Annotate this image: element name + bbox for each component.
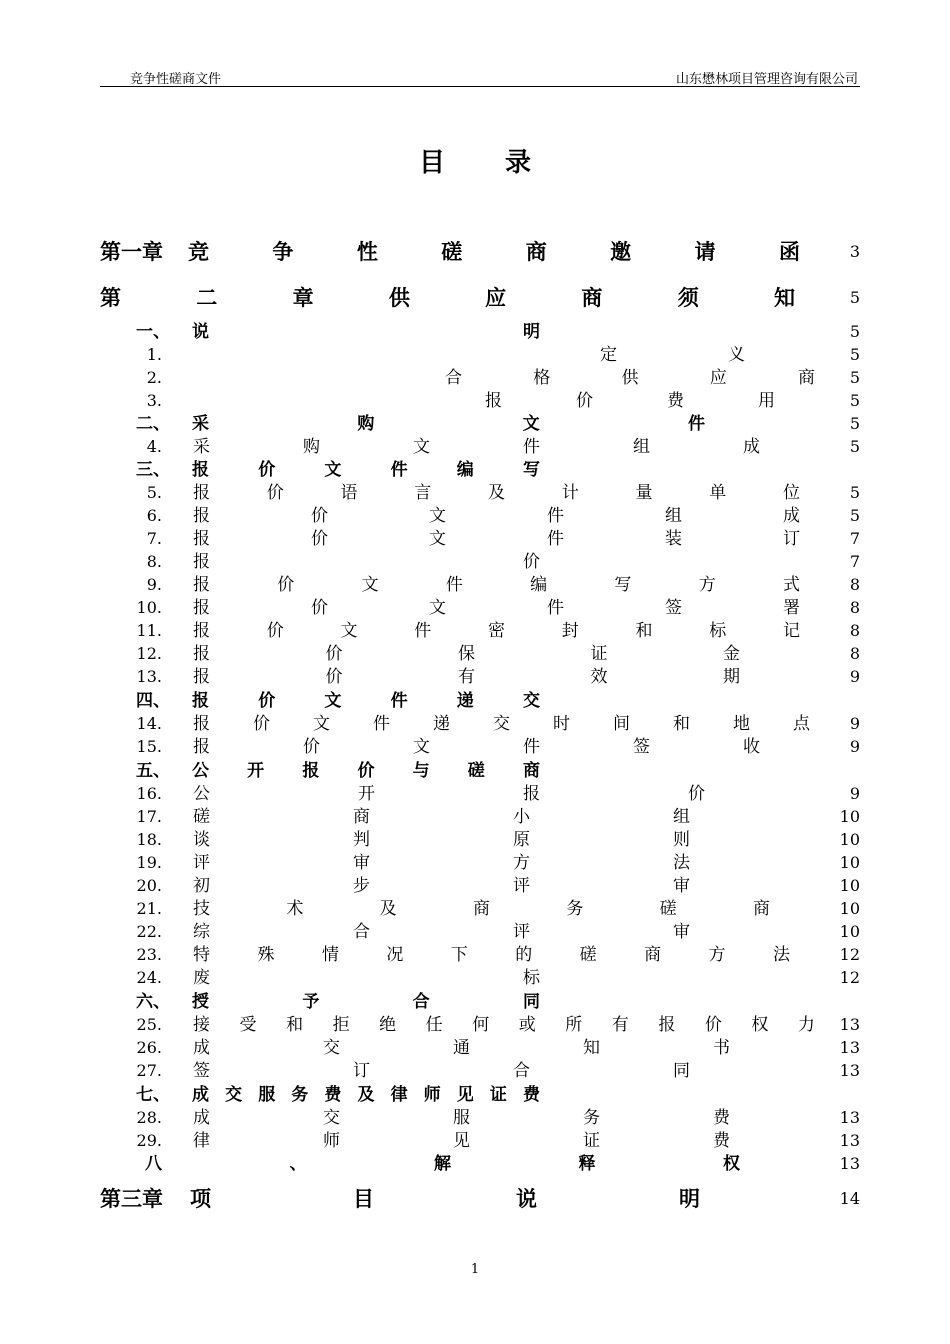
toc-entry-number: 11.	[136, 621, 162, 640]
toc-entry[interactable]	[0, 528, 950, 550]
toc-entry-page-number: 14	[839, 1189, 860, 1208]
toc-entry-page-number: 5	[849, 368, 860, 387]
toc-entry-title: 项 目 说 明	[190, 1187, 700, 1211]
toc-entry[interactable]	[0, 344, 950, 366]
toc-entry-page-number: 10	[839, 922, 860, 941]
toc-entry-title: 报 价 费 用	[485, 391, 775, 411]
toc-entry[interactable]	[0, 436, 950, 458]
toc-entry-title: 技 术 及 商 务 磋 商	[193, 899, 770, 919]
toc-entry-page-number: 10	[839, 876, 860, 895]
toc-entry-number: 4.	[146, 437, 162, 456]
toc-entry[interactable]	[0, 390, 950, 412]
toc-entry-page-number: 7	[849, 552, 860, 571]
toc-entry-page-number: 10	[839, 830, 860, 849]
toc-entry[interactable]	[0, 505, 950, 527]
toc-entry-title: 成 交 服 务 费	[193, 1108, 730, 1128]
toc-entry[interactable]	[0, 413, 950, 435]
toc-entry[interactable]	[0, 1130, 950, 1152]
header-document-title: 竞争性磋商文件	[130, 72, 222, 87]
toc-entry-page-number: 13	[839, 1015, 860, 1034]
toc-entry[interactable]	[0, 574, 950, 596]
toc-entry-page-number: 8	[849, 621, 860, 640]
toc-entry-page-number: 8	[849, 644, 860, 663]
toc-entry-number: 一、	[136, 322, 170, 342]
toc-entry-title: 评 审 方 法	[193, 853, 690, 873]
toc-entry-page-number: 9	[849, 667, 860, 686]
toc-entry[interactable]	[0, 967, 950, 989]
toc-entry-title: 竞 争 性 磋 商 邀 请 函	[188, 240, 800, 264]
toc-entry-number: 19.	[136, 853, 162, 872]
toc-entry-page-number: 9	[849, 737, 860, 756]
toc-entry-number: 15.	[136, 737, 162, 756]
toc-entry-page-number: 13	[839, 1108, 860, 1127]
toc-entry-page-number: 5	[849, 322, 860, 341]
toc-entry[interactable]	[0, 1188, 950, 1210]
toc-entry[interactable]	[0, 829, 950, 851]
toc-entry-page-number: 5	[849, 437, 860, 456]
toc-entry-page-number: 13	[839, 1061, 860, 1080]
toc-entry[interactable]	[0, 736, 950, 758]
toc-entry-number: 13.	[136, 667, 162, 686]
toc-entry-title: 报 价 文 件 递 交 时 间 和 地 点	[193, 714, 810, 734]
toc-entry-number: 七、	[136, 1085, 170, 1105]
toc-entry-title: 八 、 解 释 权	[145, 1154, 740, 1174]
toc-entry-number: 第一章	[100, 240, 163, 264]
toc-entry-page-number: 8	[849, 575, 860, 594]
toc-entry-number: 3.	[146, 391, 162, 410]
toc-entry[interactable]	[0, 1014, 950, 1036]
toc-entry-title: 废 标	[193, 968, 540, 988]
toc-entry-number: 18.	[136, 830, 162, 849]
toc-entry-title: 报 价 语 言 及 计 量 单 位	[193, 483, 800, 503]
toc-entry-page-number: 8	[849, 598, 860, 617]
toc-entry-number: 22.	[136, 922, 162, 941]
toc-entry-number: 12.	[136, 644, 162, 663]
toc-entry-title: 律 师 见 证 费	[193, 1131, 730, 1151]
toc-entry-number: 28.	[136, 1108, 162, 1127]
toc-entry[interactable]	[0, 852, 950, 874]
toc-entry[interactable]	[0, 760, 950, 782]
toc-entry-number: 29.	[136, 1131, 162, 1150]
toc-entry-title: 公 开 报 价 与 磋 商	[192, 761, 540, 781]
toc-entry-title: 报 价	[193, 552, 540, 572]
toc-entry-page-number: 9	[849, 714, 860, 733]
toc-entry-title: 特 殊 情 况 下 的 磋 商 方 法	[193, 945, 790, 965]
toc-entry[interactable]	[0, 241, 950, 263]
toc-entry-number: 6.	[146, 506, 162, 525]
toc-entry-title: 成 交 服 务 费 及 律 师 见 证 费	[192, 1085, 540, 1105]
toc-entry-title: 接 受 和 拒 绝 任 何 或 所 有 报 价 权 力	[193, 1015, 815, 1035]
toc-entry[interactable]	[0, 944, 950, 966]
toc-entry-number: 25.	[136, 1015, 162, 1034]
toc-entry-title: 报 价 文 件 编 写 方 式	[193, 575, 800, 595]
toc-entry[interactable]	[0, 1084, 950, 1106]
toc-entry[interactable]	[0, 1060, 950, 1082]
toc-entry-title: 初 步 评 审	[193, 876, 690, 896]
toc-entry[interactable]	[0, 597, 950, 619]
toc-entry-title: 报 价 文 件 递 交	[192, 691, 540, 711]
toc-entry[interactable]	[0, 287, 950, 309]
toc-entry-number: 二、	[136, 414, 170, 434]
toc-entry-page-number: 10	[839, 807, 860, 826]
toc-entry-title: 采 购 文 件 组 成	[193, 437, 760, 457]
toc-entry-title: 定 义	[600, 345, 745, 365]
toc-entry[interactable]	[0, 806, 950, 828]
toc-entry-number: 四、	[136, 691, 170, 711]
toc-entry-page-number: 13	[839, 1038, 860, 1057]
toc-entry[interactable]	[0, 991, 950, 1013]
toc-entry-page-number: 5	[849, 391, 860, 410]
toc-entry-title: 签 订 合 同	[193, 1061, 690, 1081]
toc-entry-number: 8.	[146, 552, 162, 571]
toc-entry[interactable]	[0, 1037, 950, 1059]
toc-entry-title: 授 予 合 同	[192, 992, 540, 1012]
toc-entry-page-number: 3	[849, 242, 860, 261]
toc-entry-number: 26.	[136, 1038, 162, 1057]
toc-entry-number: 23.	[136, 945, 162, 964]
toc-entry-number: 三、	[136, 460, 170, 480]
toc-entry[interactable]	[0, 690, 950, 712]
toc-entry-page-number: 9	[849, 784, 860, 803]
toc-entry-page-number: 5	[849, 506, 860, 525]
toc-entry-page-number: 7	[849, 529, 860, 548]
toc-entry-number: 第三章	[100, 1187, 163, 1211]
toc-entry-title: 谈 判 原 则	[193, 830, 690, 850]
toc-entry-number: 14.	[136, 714, 162, 733]
toc-entry-page-number: 10	[839, 899, 860, 918]
toc-entry-number: 17.	[136, 807, 162, 826]
toc-entry-number: 9.	[146, 575, 162, 594]
toc-entry-title: 成 交 通 知 书	[193, 1038, 730, 1058]
header-company-name: 山东懋林项目管理咨询有限公司	[675, 72, 858, 87]
toc-entry-title: 采 购 文 件	[192, 414, 705, 434]
toc-entry[interactable]	[0, 643, 950, 665]
toc-entry-title: 第 二 章 供 应 商 须 知	[100, 286, 795, 310]
toc-entry-title: 报 价 文 件 组 成	[193, 506, 800, 526]
toc-entry-page-number: 12	[839, 968, 860, 987]
toc-entry-number: 5.	[146, 483, 162, 502]
toc-entry-number: 10.	[136, 598, 162, 617]
toc-entry[interactable]	[0, 321, 950, 343]
toc-entry-number: 27.	[136, 1061, 162, 1080]
toc-entry-title: 报 价 文 件 签 署	[193, 598, 800, 618]
toc-entry[interactable]	[0, 367, 950, 389]
toc-entry-page-number: 5	[849, 414, 860, 433]
toc-entry-page-number: 5	[849, 345, 860, 364]
toc-entry-number: 五、	[136, 761, 170, 781]
toc-entry-number: 24.	[136, 968, 162, 987]
toc-entry-title: 公 开 报 价	[193, 784, 705, 804]
toc-entry-title: 说 明	[192, 322, 540, 342]
toc-entry-title: 报 价 保 证 金	[193, 644, 740, 664]
page-number: 1	[470, 1262, 480, 1277]
toc-entry[interactable]	[0, 459, 950, 481]
toc-entry-number: 2.	[146, 368, 162, 387]
toc-entry-title: 报 价 文 件 装 订	[193, 529, 800, 549]
toc-entry[interactable]	[0, 482, 950, 504]
toc-entry[interactable]	[0, 921, 950, 943]
toc-entry[interactable]	[0, 551, 950, 573]
toc-entry-number: 20.	[136, 876, 162, 895]
toc-entry[interactable]	[0, 1107, 950, 1129]
toc-entry-number: 16.	[136, 784, 162, 803]
toc-entry-number: 六、	[136, 992, 170, 1012]
toc-entry-number: 1.	[146, 345, 162, 364]
toc-entry-title: 报 价 文 件 编 写	[192, 460, 540, 480]
toc-entry-number: 21.	[136, 899, 162, 918]
toc-entry[interactable]	[0, 875, 950, 897]
toc-entry[interactable]	[0, 1153, 950, 1175]
toc-entry-page-number: 5	[849, 483, 860, 502]
toc-entry[interactable]	[0, 713, 950, 735]
toc-entry-page-number: 13	[839, 1154, 860, 1173]
toc-entry[interactable]	[0, 620, 950, 642]
toc-entry-title: 综 合 评 审	[193, 922, 690, 942]
toc-entry-number: 7.	[146, 529, 162, 548]
page-header	[100, 66, 860, 87]
toc-entry-page-number: 10	[839, 853, 860, 872]
toc-entry-title: 磋 商 小 组	[193, 807, 690, 827]
toc-entry-title: 报 价 有 效 期	[193, 667, 740, 687]
toc-entry-page-number: 5	[849, 288, 860, 307]
toc-entry[interactable]	[0, 783, 950, 805]
toc-title: 目录	[418, 148, 591, 178]
toc-entry-page-number: 12	[839, 945, 860, 964]
toc-entry[interactable]	[0, 898, 950, 920]
toc-entry[interactable]	[0, 666, 950, 688]
toc-entry-title: 报 价 文 件 签 收	[193, 737, 760, 757]
toc-entry-title: 合 格 供 应 商	[445, 368, 815, 388]
toc-entry-page-number: 13	[839, 1131, 860, 1150]
toc-entry-title: 报 价 文 件 密 封 和 标 记	[193, 621, 800, 641]
